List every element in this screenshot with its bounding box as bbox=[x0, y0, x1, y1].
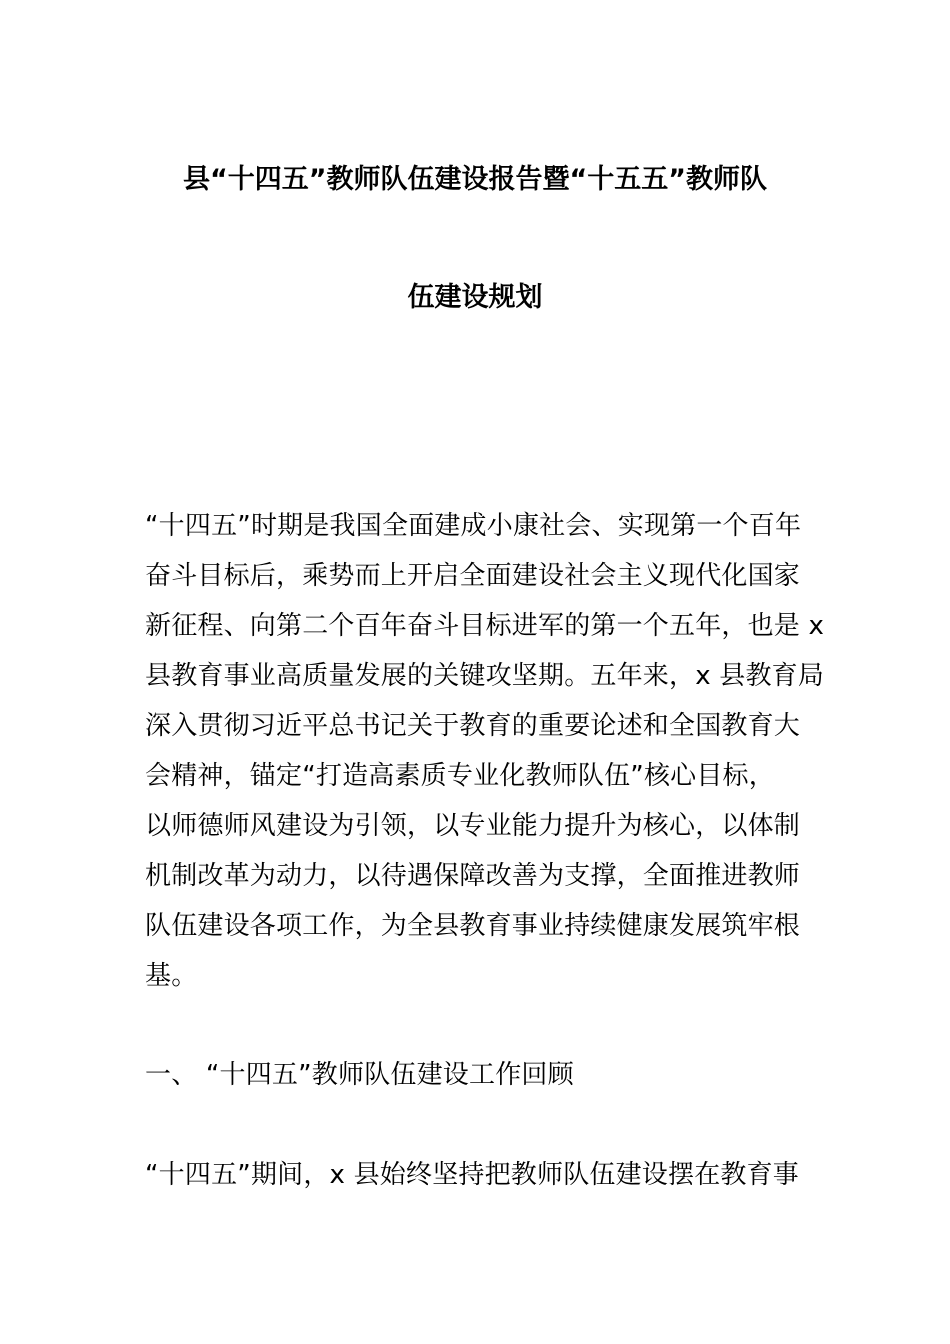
paragraph-line: 会精神，锚定“打造高素质专业化教师队伍”核心目标， bbox=[145, 761, 775, 791]
document-title-line-2: 伍建设规划 bbox=[407, 282, 543, 313]
section-1-paragraph bbox=[145, 1150, 810, 1200]
paragraph-line: 县教育事业高质量发展的关键攻坚期。五年来，x 县教育局 bbox=[145, 661, 825, 691]
paragraph-line: 深入贯彻习近平总书记关于教育的重要论述和全国教育大 bbox=[145, 711, 801, 741]
section-heading-text: 一、 “十四五”教师队伍建设工作回顾 bbox=[145, 1060, 574, 1090]
paragraph-line: 新征程、向第二个百年奋斗目标进军的第一个五年，也是 x bbox=[145, 611, 825, 641]
paragraph-line: “十四五”期间，x 县始终坚持把教师队伍建设摆在教育事 bbox=[145, 1160, 799, 1190]
paragraph-line: 队伍建设各项工作，为全县教育事业持续健康发展筑牢根 bbox=[145, 911, 801, 941]
document-title-line-1: 县“十四五”教师队伍建设报告暨“十五五”教师队 bbox=[183, 164, 767, 195]
paragraph-line: 机制改革为动力，以待遇保障改善为支撑，全面推进教师 bbox=[145, 861, 801, 891]
paragraph-line: “十四五”时期是我国全面建成小康社会、实现第一个百年 bbox=[145, 511, 802, 541]
paragraph-line: 以师德师风建设为引领，以专业能力提升为核心，以体制 bbox=[145, 811, 801, 841]
section-1-heading bbox=[145, 1050, 810, 1100]
intro-paragraph bbox=[145, 501, 825, 1001]
paragraph-line: 奋斗目标后，乘势而上开启全面建设社会主义现代化国家 bbox=[145, 561, 801, 591]
paragraph-line: 基。 bbox=[145, 961, 198, 991]
